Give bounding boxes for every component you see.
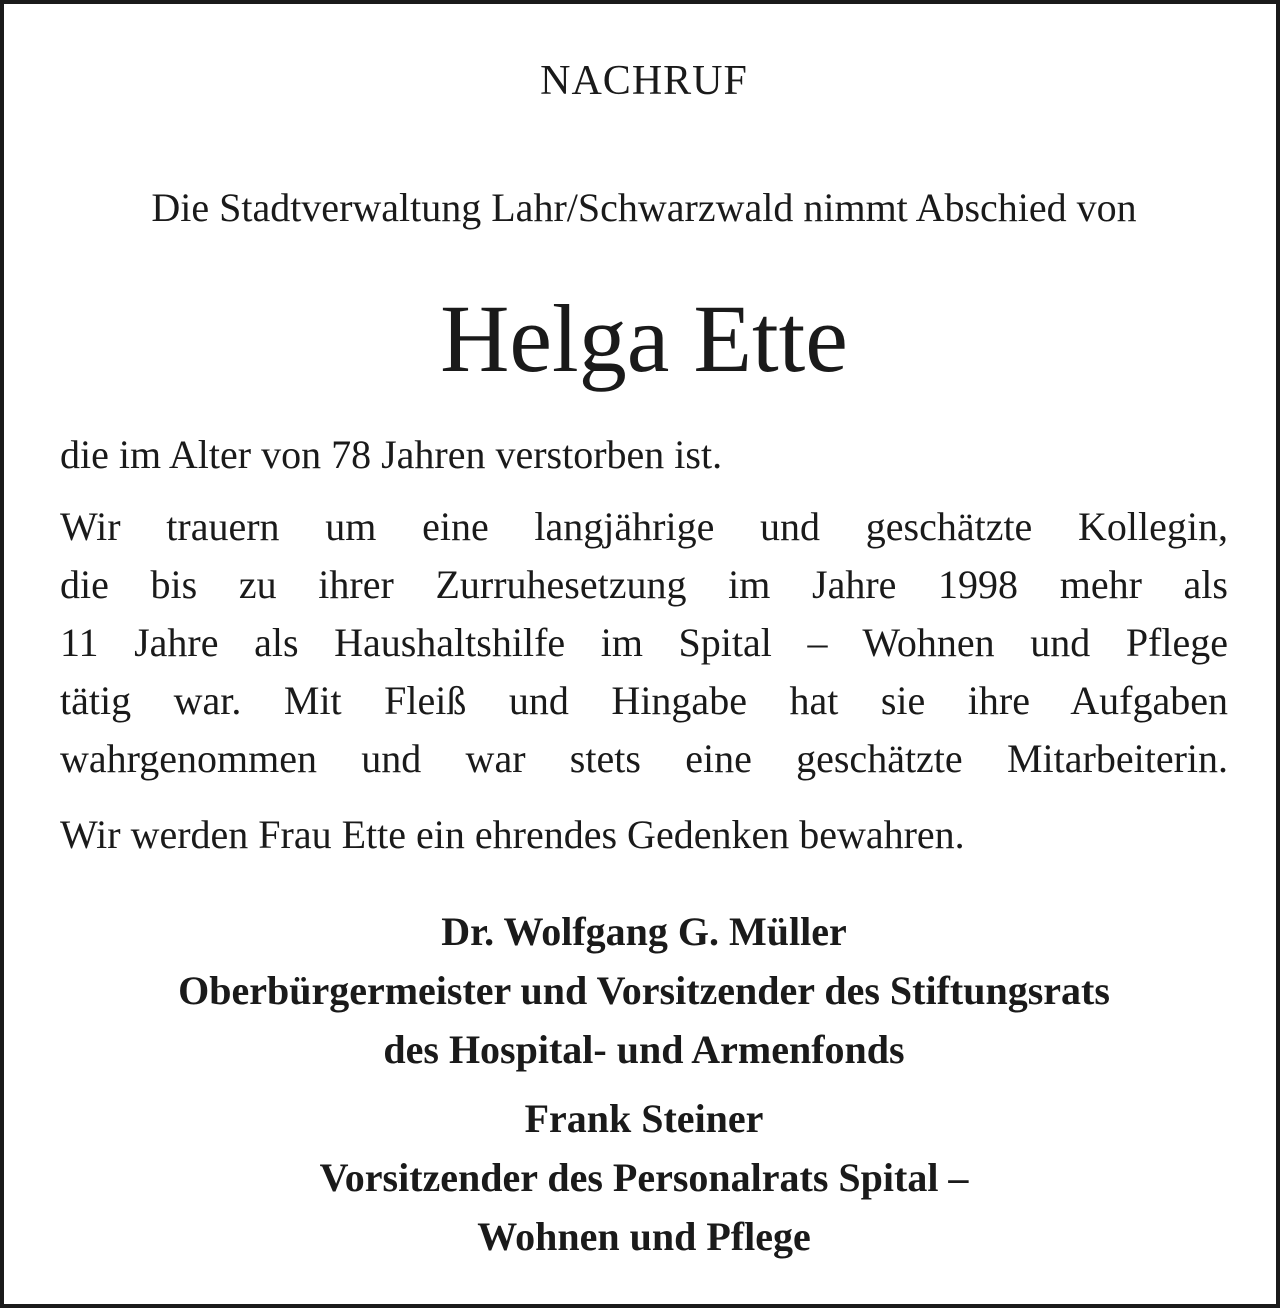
- body-line: die bis zu ihrer Zurruhesetzung im Jahre 1998 mehr als: [60, 562, 1228, 607]
- notice-body: [60, 498, 1228, 788]
- body-line: tätig war. Mit Fleiß und Hingabe hat sie ihre Aufgaben: [60, 678, 1228, 723]
- signer-title-line: des Hospital- und Armenfonds: [383, 1027, 905, 1072]
- closing-line: Wir werden Frau Ette ein ehrendes Gedenken bewahren.: [60, 812, 965, 857]
- age-line: die im Alter von 78 Jahren verstorben ist.: [60, 432, 723, 477]
- signer-mueller: [60, 902, 1228, 1079]
- body-line: Wir trauern um eine langjährige und geschätzte Kollegin,: [60, 504, 1228, 549]
- signer-steiner: [60, 1089, 1228, 1266]
- signer-name: Dr. Wolfgang G. Müller: [441, 909, 847, 954]
- signer-title-line: Oberbürgermeister und Vorsitzender des Stiftungsrats: [178, 968, 1110, 1013]
- body-line: wahrgenommen und war stets eine geschätzte Mitarbeiterin.: [60, 736, 1228, 781]
- signers-block: [60, 902, 1228, 1266]
- signer-title-line: Wohnen und Pflege: [477, 1214, 811, 1259]
- body-line: 11 Jahre als Haushaltshilfe im Spital – Wohnen und Pflege: [60, 620, 1228, 665]
- signer-name: Frank Steiner: [524, 1096, 764, 1141]
- notice-intro: Die Stadtverwaltung Lahr/Schwarzwald nimmt Abschied von: [151, 185, 1137, 230]
- deceased-name: Helga Ette: [440, 285, 848, 392]
- signer-title-line: Vorsitzender des Personalrats Spital –: [319, 1155, 969, 1200]
- notice-heading: NACHRUF: [540, 58, 748, 104]
